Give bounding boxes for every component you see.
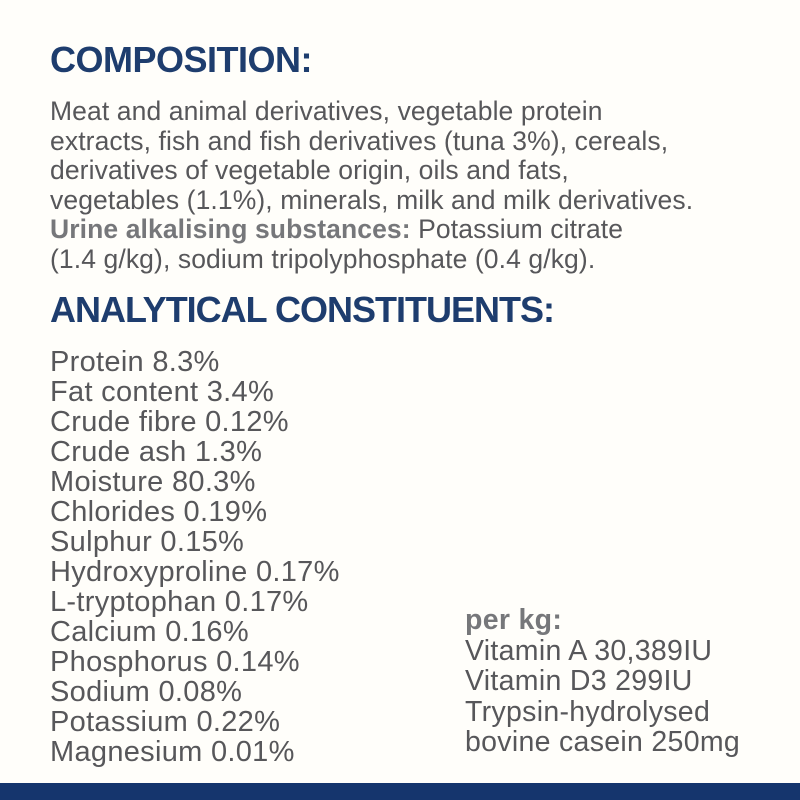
constituent-item: Calcium 0.16% [50,616,249,648]
constituent-item: Sulphur 0.15% [50,526,245,558]
constituent-item: Protein 8.3% [50,346,220,378]
constituent-item: Crude ash 1.3% [50,436,263,468]
constituent-item: Chlorides 0.19% [50,496,268,528]
urine-alkalising-label: Urine alkalising substances: [50,214,411,244]
composition-line [50,215,693,245]
composition-paragraph [50,97,693,274]
constituent-item: Moisture 80.3% [50,466,256,498]
constituent-item: Fat content 3.4% [50,376,275,408]
per-kg-section [465,605,780,758]
per-kg-item: Vitamin A 30,389IU [465,634,713,667]
constituent-item: Hydroxyproline 0.17% [50,556,340,588]
per-kg-item: Vitamin D3 299IU [465,665,693,697]
constituent-item: L-tryptophan 0.17% [50,586,309,618]
per-kg-item: Trypsin-hydrolysed bovine casein 250mg [465,695,741,758]
constituent-item: Phosphorus 0.14% [50,646,300,678]
constituent-item: Sodium 0.08% [50,676,243,708]
composition-line: vegetables (1.1%), minerals, milk and milk derivatives. [50,184,694,215]
composition-line: (1.4 g/kg), sodium tripolyphosphate (0.4 g/kg). [50,243,596,274]
constituent-item: Potassium 0.22% [50,706,281,738]
constituent-item: Magnesium 0.01% [50,736,295,768]
composition-line: Meat and animal derivatives, vegetable protein [50,96,603,126]
analytical-constituents-heading: ANALYTICAL CONSTITUENTS: [50,289,555,330]
per-kg-label: per kg: [465,604,563,636]
composition-line: extracts, fish and fish derivatives (tuna 3%), cereals, [50,125,669,156]
footer-accent-bar [0,783,800,800]
urine-alkalising-value: Potassium citrate [410,214,624,244]
composition-line: derivatives of vegetable origin, oils and fats, [50,155,569,185]
constituent-item: Crude fibre 0.12% [50,406,289,438]
composition-heading: COMPOSITION: [50,39,312,80]
constituents-list [50,347,340,767]
